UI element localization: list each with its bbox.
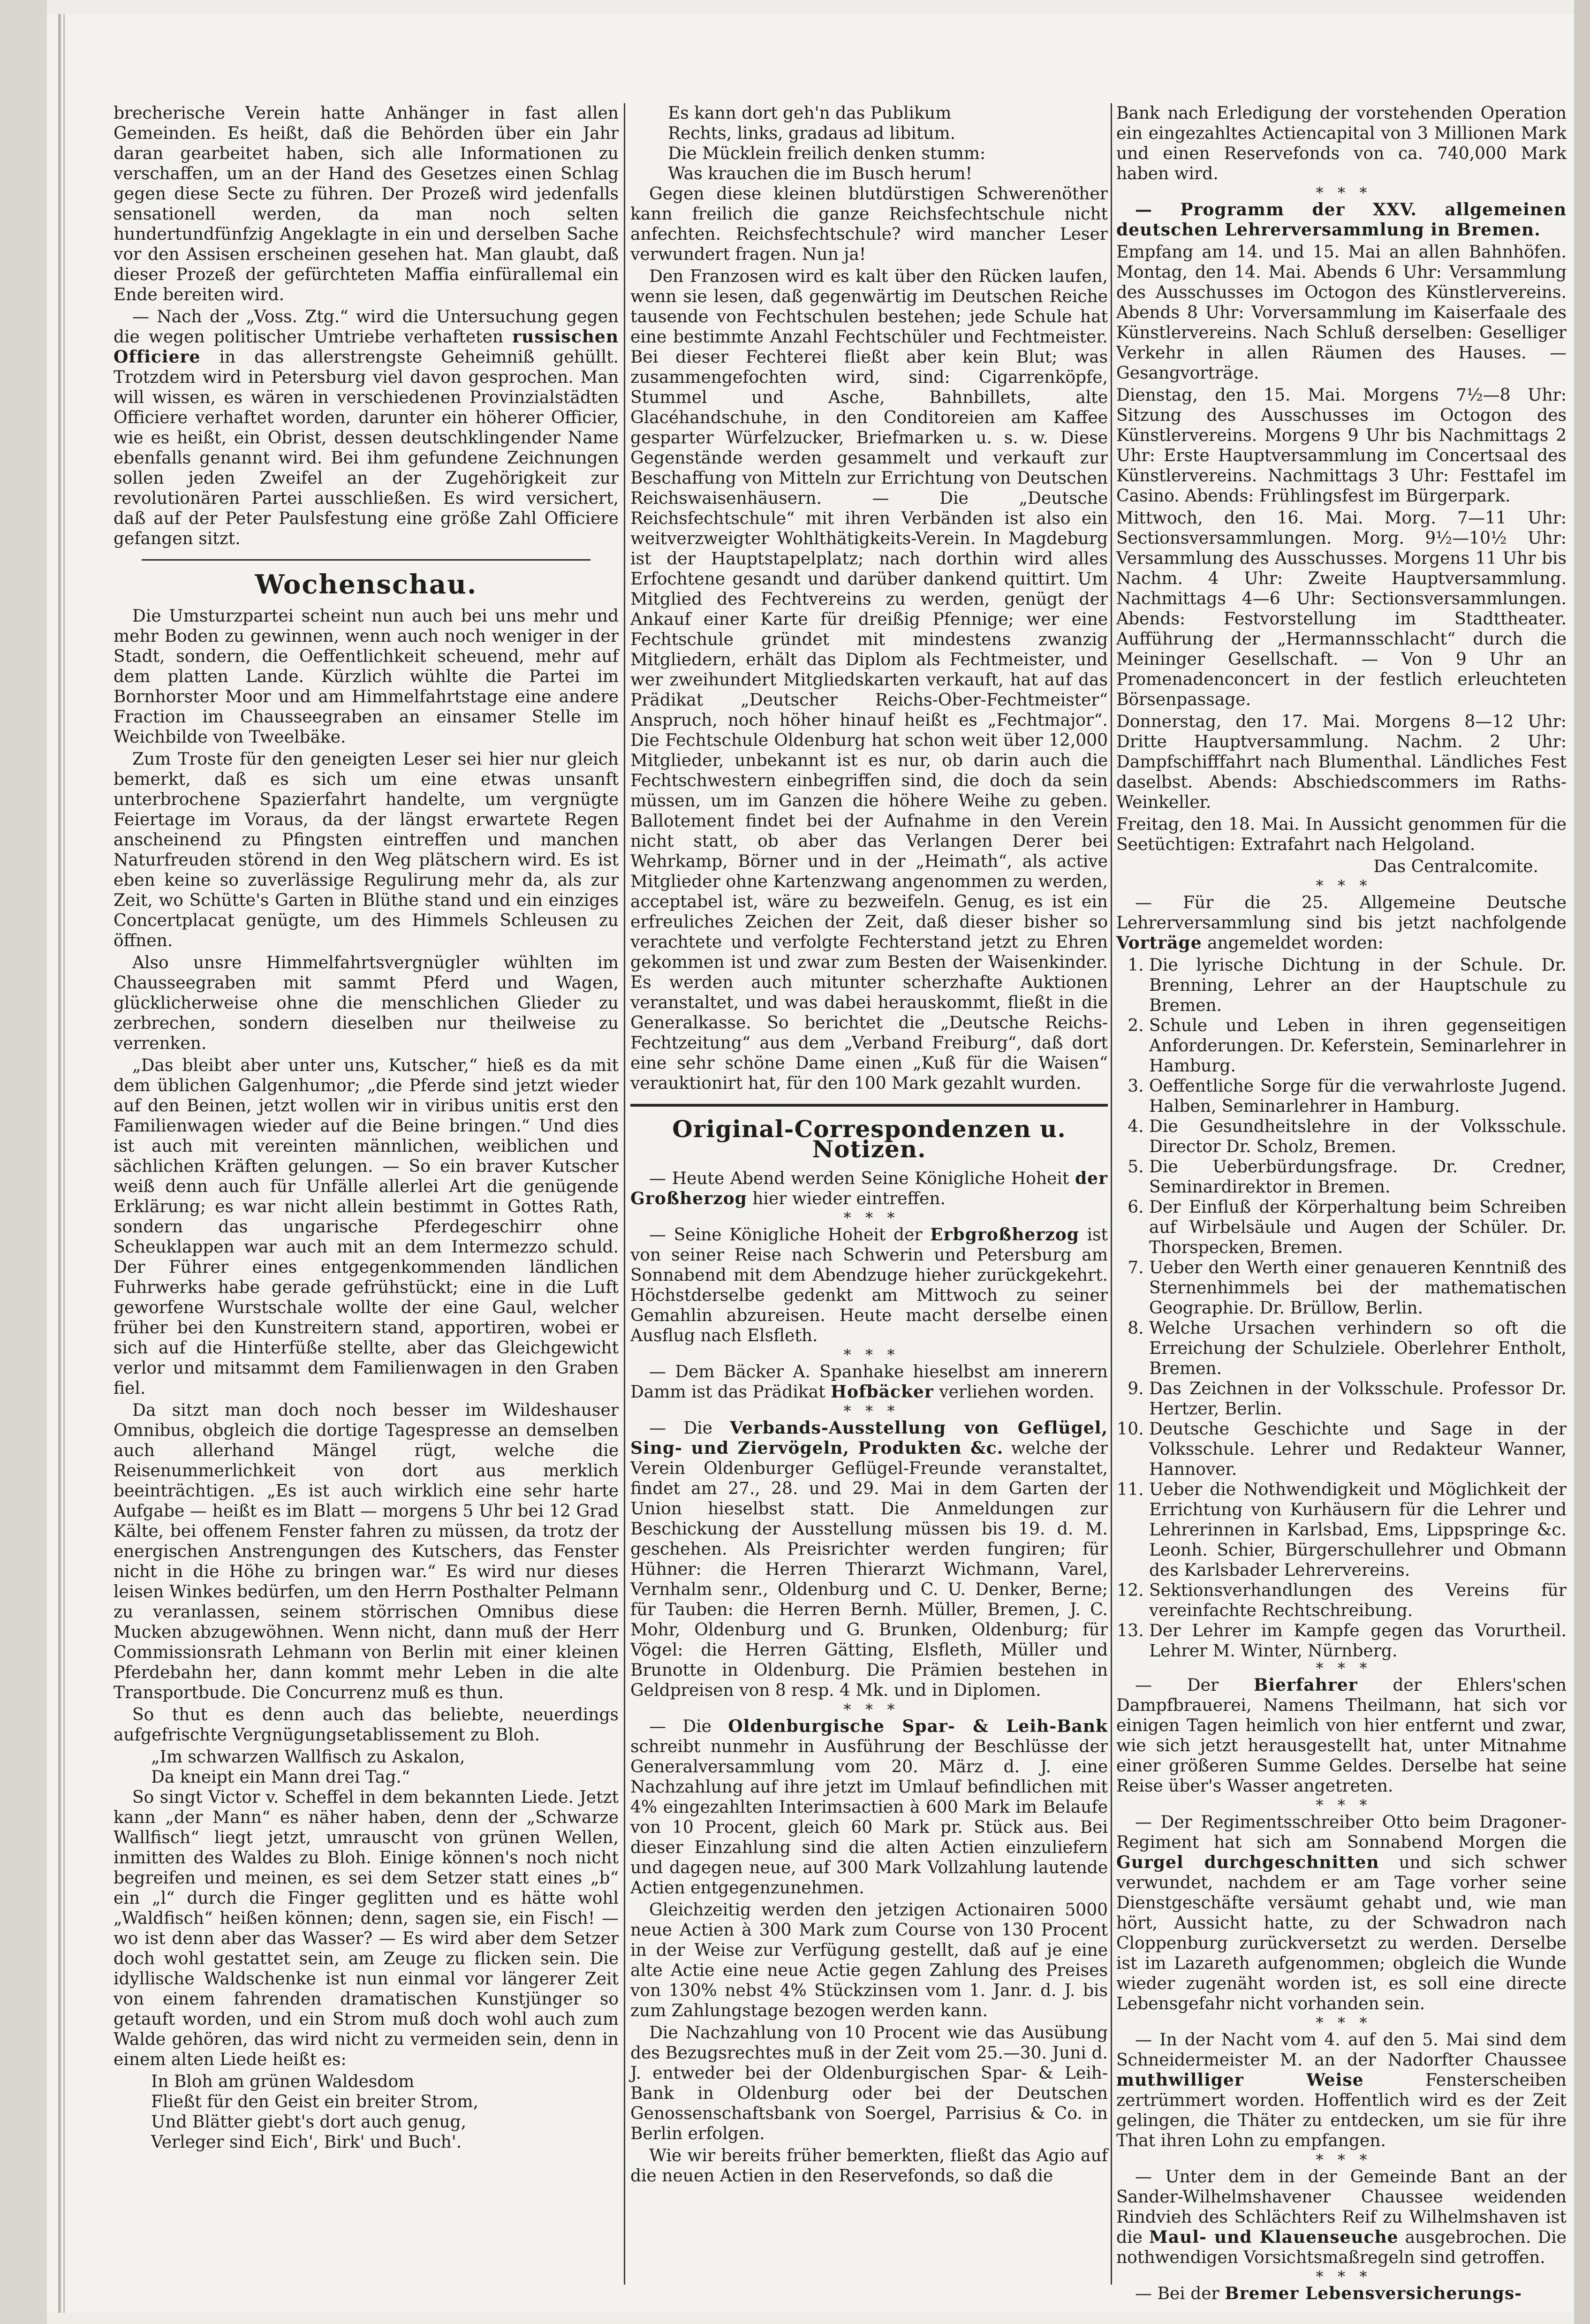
list-item: 9. Das Zeichnen in der Volksschule. Professor Dr. Hertzer, Berlin. (1149, 1379, 1567, 1419)
verse-line: Rechts, links, gradaus ad libitum. (668, 124, 956, 143)
separator-stars: * * * (1316, 2268, 1367, 2286)
paragraph: Also unsre Himmelfahrtsvergnügler wühlten im Chausseegraben mit sammt Pferd und Wagen, glücklicherweise ohne die menschlichen Glieder zu zerbrechen, sondern dieselben nur theilweise zu verrenken. (114, 953, 619, 1053)
text-run: angemeldet worden: (1207, 934, 1384, 953)
paragraph: Bank nach Erledigung der vorstehenden Operation ein eingezahltes Actiencapital von 3 Millionen Mark und einen Reservefonds von ca. 740,000 Mark haben wird. (1116, 104, 1567, 183)
column-3 (1116, 103, 1567, 2306)
paragraph (630, 1169, 1108, 1209)
emphasis: Hofbäcker (831, 1382, 934, 1402)
verse-line: Fließt für den Geist ein breiter Strom, (151, 2092, 478, 2111)
emphasis: russischen Officiere (114, 327, 619, 367)
emphasis: Erbgroßherzog (930, 1225, 1079, 1245)
emphasis: Vorträge (1116, 933, 1202, 953)
text-run: schreibt nunmehr in Ausführung der Beschlüsse der Generalversammlung vom 20. März d. J. eine Nachzahlung auf ihre jetzt im Umlauf befindlichen mit 4% eingezahlten Interimsactien à 600 Mark im Belaufe von 10 Procent, gleich 60 Mark pr. Stück aus. Bei dieser Einzahlung sind die alten Actien einzuliefern und dagegen neue, auf 300 Mark Vollzahlung lautende Actien entgegenzunehmen. (630, 1737, 1108, 1898)
separator-stars: * * * (1316, 184, 1367, 202)
text-run: in das allerstrengste Geheimniß gehüllt. Trotzdem wird in Petersburg viel davon gesprochen. Man will wissen, es wären in verschiedenen Provinzialstädten Officiere verhaftet worden, darunter ein höherer Officier, wie es heißt, ein Obrist, dessen deutschklingender Name ebenfalls genannt wird. Bei ihm gefundene Zeichnungen sollen jeden Zweifel an der Zugehörigkeit zur revolutionären Partei ausschließen. Es wird versichert, daß auf der Peter Paulsfestung eine größe Zahl Officiere gefangen sitzt. (114, 348, 619, 548)
program-item: Empfang am 14. und 15. Mai an allen Bahnhöfen. Montag, den 14. Mai. Abends 6 Uhr: Versammlung des Ausschusses im Octogon des Künstlervereins. Abends 8 Uhr: Vorversammlung im Kaiserfaale des Künstlervereins. Nach Schluß derselben: Geselliger Verkehr in allen Räumen des Hauses. — Gesangvorträge. (1116, 243, 1567, 383)
emphasis: muthwilliger Weise (1116, 2070, 1364, 2090)
paragraph: Die Umsturzpartei scheint nun auch bei uns mehr und mehr Boden zu gewinnen, wenn auch noch weniger in der Stadt, sondern, die Oeffentlichkeit scheuend, mehr auf dem platten Lande. Kürzlich wühlte die Partei im Bornhorster Moor und am Himmelfahrtstage eine andere Fraction im Chausseegraben an einsamer Stelle im Weichbilde von Tweelbäke. (114, 607, 619, 747)
text-run: — Die (649, 1419, 712, 1438)
text-run: ist von seiner Reise nach Schwerin und Petersburg am Sonnabend mit dem Abendzuge hieher zurückgekehrt. Höchstderselbe gedenkt am Mittwoch zu seiner Gemahlin abzureisen. Heute macht derselbe einen Ausflug nach Elsfleth. (630, 1225, 1108, 1345)
column-divider-1 (624, 103, 625, 2285)
paragraph (630, 1362, 1108, 1402)
separator-stars: * * * (843, 1346, 895, 1364)
column-divider-2 (1111, 103, 1112, 2285)
verse-line: „Im schwarzen Wallfisch zu Askalon, (151, 1747, 465, 1767)
paragraph (1116, 1675, 1567, 1796)
separator-stars: * * * (1316, 1659, 1367, 1677)
divider (630, 1104, 1108, 1107)
list-item: 3. Oeffentliche Sorge für die verwahrloste Jugend. Halben, Seminarlehrer in Hamburg. (1149, 1076, 1567, 1116)
paragraph (630, 1716, 1108, 1898)
paragraph: So thut es denn auch das beliebte, neuerdings aufgefrischte Vergnügungsetablissement zu Bloh. (114, 1705, 619, 1745)
list-item: 6. Der Einfluß der Körperhaltung beim Schreiben auf Wirbelsäule und Augen der Schüler. Dr. Thorspecken, Bremen. (1149, 1197, 1567, 1258)
paragraph: Zum Troste für den geneigten Leser sei hier nur gleich bemerkt, daß es sich um eine etwas unsanft unterbrochene Spazierfahrt handelte, um vergnügte Feiertage im Voraus, da der längst erwartete Regen anscheinend zu Pfingsten eintreffen und manchen Naturfreuden störend in den Weg plätschern wird. Es ist eben keine so zuverlässige Regulirung mehr da, als zur Zeit, wo Schütte's Garten in Blüthe stand und ein einziges Concertplacat genügte, um des Himmels Schleusen zu öffnen. (114, 750, 619, 950)
program-item: Dienstag, den 15. Mai. Morgens 7½—8 Uhr: Sitzung des Ausschusses im Octogon des Künstlervereins. Morgens 9 Uhr bis Nachmittags 2 Uhr: Erste Hauptversammlung im Concertsaal des Künstlervereins. Nachmittags 3 Uhr: Festtafel im Casino. Abends: Frühlingsfest im Bürgerpark. (1116, 386, 1567, 506)
text-run: — Seine Königliche Hoheit der (649, 1225, 923, 1245)
program-item: Donnerstag, den 17. Mai. Morgens 8—12 Uhr: Dritte Hauptversammlung. Nachm. 2 Uhr: Dampfschifffahrt nach Blumenthal. Ländliches Fest daselbst. Abends: Abschiedscommers im Raths-Weinkeller. (1116, 712, 1567, 812)
section-heading-notizen: Original-Correspondenzen u. Notizen. (672, 1115, 1066, 1163)
list-item: 11. Ueber die Nothwendigkeit und Möglichkeit der Errichtung von Kurhäusern für die Lehrer und Lehrerinnen in Karlsbad, Ems, Lippspringe &c. Leonh. Schier, Bürgerschullehrer und Obmann des Karlsbader Lehrervereins. (1149, 1480, 1567, 1580)
text-run: der Ehlers'schen Dampfbrauerei, Namens Theilmann, hat sich vor einigen Tagen heimlich von hier entfernt und zwar, wie sich jetzt herausgestellt hat, unter Mitnahme einer größeren Summe Geldes. Derselbe hat seine Reise über's Wasser angetreten. (1116, 1676, 1567, 1796)
paragraph (1116, 2030, 1567, 2151)
text-run: welche der Verein Oldenburger Geflügel-Freunde veranstaltet, findet am 27., 28. und 29. Mai in dem Garten der Union hieselbst statt. Die Anmeldungen zur Beschickung der Ausstellung müssen bis 19. d. M. geschehen. Als Preisrichter werden fungiren; für Hühner: die Herren Thierarzt Wichmann, Varel, Vernhalm senr., Oldenburg und C. U. Denker, Berne; für Tauben: die Herren Bernh. Müller, Bremen, J. C. Mohr, Oldenburg und G. Brunken, Oldenburg; für Vögel: die Herren Gätting, Elsfleth, Müller und Brunotte in Oldenburg. Die Prämien bestehen in Geldpreisen von 8 resp. 4 Mk. und in Diplomen. (630, 1439, 1108, 1700)
list-item: 8. Welche Ursachen verhindern so oft die Erreichung der Schulziele. Oberlehrer Entholt, Bremen. (1149, 1318, 1567, 1379)
list-item: 5. Die Ueberbürdungsfrage. Dr. Credner, Seminardirektor in Bremen. (1149, 1157, 1567, 1197)
signature: Das Centralcomite. (1373, 857, 1538, 876)
emphasis: Verbands-Ausstellung von Geflügel, Sing- und Ziervögeln, Produkten &c. (630, 1418, 1108, 1458)
paragraph: Da sitzt man doch noch besser im Wildeshauser Omnibus, obgleich die dortige Tagespresse an demselben auch allerhand Mängel rügt, welche die Reisenummerlichkeit von dort aus merklich beeinträchtigen. „Es ist auch wirklich eine sehr harte Aufgabe — heißt es im Blatt — morgens 5 Uhr bei 12 Grad Kälte, bei offenem Fenster fahren zu müssen, da trotz der energischen Anstrengungen des Kutschers, das Fenster nicht in die Höhe zu bringen war.“ Es wird nur dieses leisen Winkes bedürfen, um den Herrn Posthalter Pelmann zu veranlassen, seinem störrischen Omnibus diese Mucken abzugewöhnen. Wenn nicht, dann muß der Herr Commissionsrath Lehmann von Berlin mit einer kleinen Pferdebahn her, dann kommt mehr Leben in die alte Transportbude. Die Concurrenz muß es thun. (114, 1401, 619, 1702)
paragraph (1116, 2167, 1567, 2268)
emphasis: Maul- und Klauenseuche (1149, 2227, 1399, 2247)
paragraph (1116, 1812, 1567, 2014)
separator-stars: * * * (843, 1402, 895, 1420)
text-run: verliehen worden. (939, 1382, 1095, 1402)
paragraph (1116, 893, 1567, 953)
paragraph (114, 307, 619, 549)
gutter-shadow (58, 14, 61, 2313)
paragraph (1116, 2284, 1567, 2304)
text-run: — Nach der „Voss. Ztg.“ wird die Untersuchung gegen die wegen politischer Umtriebe verhafteten (114, 307, 619, 347)
list-item: 4. Die Gesundheitslehre in der Volksschule. Director Dr. Scholz, Bremen. (1149, 1116, 1567, 1157)
section-heading-wochenschau: Wochenschau. (255, 569, 477, 600)
list-item: 12. Sektionsverhandlungen des Vereins für vereinfachte Rechtschreibung. (1149, 1580, 1567, 1621)
text-run: — Der Regimentsschreiber Otto beim Dragoner-Regiment hat sich am Sonnabend Morgen die (1116, 1813, 1567, 1852)
paragraph: Gleichzeitig werden den jetzigen Actionairen 5000 neue Actien à 300 Mark zum Course von 130 Procent in der Weise zur Verfügung gestellt, daß auf je eine alte Actie eine neue Actie gegen Zahlung des Preises von 130% nebst 4% Stückzinsen vom 1. Janr. d. J. bis zum Zahlungstage bezogen werden kann. (630, 1900, 1108, 2020)
paragraph: brecherische Verein hatte Anhänger in fast allen Gemeinden. Es heißt, daß die Behörden über ein Jahr daran gearbeitet haben, sich alle Informationen zu verschaffen, um an der Hand des Gesetzes einen Schlag gegen diese Secte zu führen. Der Prozeß wird jedenfalls sensationell werden, da man noch selten hundertundfünfzig Angeklagte in ein und derselben Sache vor den Assisen erscheinen gesehen hat. Man glaubt, daß dieser Prozeß der gefürchteten Maffia einfürallemal ein Ende bereiten wird. (114, 104, 619, 304)
text-run: hier wieder eintreffen. (752, 1189, 946, 1208)
separator-stars: * * * (1316, 877, 1367, 895)
list-item: 1. Die lyrische Dichtung in der Schule. Dr. Brenning, Lehrer an der Hauptschule zu Bremen. (1149, 955, 1567, 1016)
verse-line: In Bloh am grünen Waldesdom (151, 2072, 415, 2091)
paragraph: Die Nachzahlung von 10 Procent wie das Ausübung des Bezugsrechtes muß in der Zeit vom 25.—30. Juni d. J. entweder bei der Oldenburgischen Spar- & Leih-Bank in Oldenburg oder bei der Deutschen Genossenschaftsbank von Soergel, Parrisius & Co. in Berlin erfolgen. (630, 2023, 1108, 2143)
separator-stars: * * * (843, 1701, 895, 1718)
verse-line: Es kann dort geh'n das Publikum (668, 104, 952, 123)
page-left-edge (0, 0, 47, 2324)
emphasis: der Großherzog (630, 1169, 1108, 1208)
divider (142, 559, 591, 561)
list-item: 13. Der Lehrer im Kampfe gegen das Vorurtheil. Lehrer M. Winter, Nürnberg. (1149, 1621, 1567, 1661)
page-right-edge (1574, 0, 1590, 2324)
paragraph (630, 1225, 1108, 1346)
paragraph: So singt Victor v. Scheffel in dem bekannten Liede. Jetzt kann „der Mann“ es näher haben, denn der „Schwarze Wallfisch“ liegt jetzt, umrauscht von grünen Wellen, inmitten des Waldes zu Bloh. Einige können's noch nicht begreifen und meinen, es sei dem Setzer statt eines „b“ ein „l“ durch die Finger geglitten und es hätte wohl „Waldfisch“ heißen können; denn, sagen sie, ein Fisch! — wo ist denn aber das Wasser? — Es wird aber dem Setzer doch wohl gestattet sein, am Zeuge zu flicken sein. Die idyllische Waldschenke ist nun einmal vor längerer Zeit von einem fahrenden dramatischen Kunstjünger so getauft worden, und ein Strom muß doch wohl auch zum Walde gehören, das wird nicht zu vermeiden sein, denn in einem alten Liede heißt es: (114, 1788, 619, 2069)
text-run: — Dem Bäcker A. Spanhake hieselbst am innerern Damm ist das Prädikat (630, 1362, 1108, 1402)
separator-stars: * * * (1316, 2014, 1367, 2032)
verse-line: Verleger sind Eich', Birk' und Buch'. (151, 2133, 462, 2152)
list-item: 7. Ueber den Werth einer genaueren Kenntniß des Sternenhimmels bei der mathematischen Geographie. Dr. Brüllow, Berlin. (1149, 1258, 1567, 1318)
verse-line: Und Blätter giebt's dort auch genug, (151, 2112, 467, 2132)
text-run: — Bei der (1135, 2284, 1219, 2303)
paragraph: Wie wir bereits früher bemerkten, fließt das Agio auf die neuen Actien in den Reservefonds, so daß die (630, 2146, 1108, 2186)
emphasis: Bremer Lebensversicherungs- (1225, 2284, 1522, 2303)
text-run: ausgebrochen. Die nothwendigen Vorsichtsmaßregeln sind getroffen. (1116, 2228, 1567, 2267)
paragraph: Gegen diese kleinen blutdürstigen Schwerenöther kann freilich die ganze Reichsfechtschule nicht anfechten. Reichsfechtschule? wird mancher Leser verwundert fragen. Nun ja! (630, 184, 1108, 264)
separator-stars: * * * (1316, 1796, 1367, 1814)
program-item: Freitag, den 18. Mai. In Aussicht genommen für die Seetüchtigen: Extrafahrt nach Helgoland. (1116, 815, 1567, 854)
verse-line: Die Mücklein freilich denken stumm: (668, 144, 986, 163)
text-run: — Der (1135, 1676, 1219, 1695)
paragraph: „Das bleibt aber unter uns, Kutscher,“ hieß es da mit dem üblichen Galgenhumor; „die Pferde sind jetzt wieder auf den Beinen, jetzt wollen wir in viribus unitis erst den Familienwagen wieder auf die Beine bringen.“ Und dies ist auch mit vereinten männlichen, weiblichen und sächlichen Kräften gelungen. — So ein braver Kutscher weiß denn auch für Unfälle allerlei Art die genügende Erklärung; es war nicht allein bestimmt in Gottes Rath, sondern das ungarische Pferdegeschirr ohne Scheuklappen war auch mit an dem Intermezzo schuld. Der Führer eines entgegenkommenden ländlichen Fuhrwerks habe gerade gefrühstückt; eine in die Luft geworfene Wurstschale wollte der eine Gaul, welcher früher bei den Kunstreitern stand, apportiren, wobei er sich auf die Hinterfüße stellte, aber das Gleichgewicht verlor und mitsammt dem Familienwagen in den Graben fiel. (114, 1056, 619, 1398)
emphasis: Bierfahrer (1253, 1675, 1358, 1695)
separator-stars: * * * (843, 1209, 895, 1227)
list-item: 10. Deutsche Geschichte und Sage in der Volksschule. Lehrer und Redakteur Wanner, Hannover. (1149, 1419, 1567, 1480)
column-2 (630, 103, 1108, 2188)
gutter-line (63, 14, 65, 2313)
emphasis: Oldenburgische Spar- & Leih-Bank (728, 1716, 1108, 1736)
text-run: — Für die 25. Allgemeine Deutsche Lehrerversammlung sind bis jetzt nachfolgende (1116, 893, 1567, 933)
verse-line: Da kneipt ein Mann drei Tag.“ (151, 1768, 410, 1787)
separator-stars: * * * (1316, 2151, 1367, 2169)
text-run: — Unter dem in der Gemeinde Bant an der Sander-Wilhelmshavener Chaussee weidenden Rindvieh des Schlächters Reif zu Wilhelmshaven ist die (1116, 2167, 1567, 2247)
paragraph (630, 1418, 1108, 1701)
paragraph: Den Franzosen wird es kalt über den Rücken laufen, wenn sie lesen, daß gegenwärtig im Deutschen Reiche tausende von Fechtschulen bestehen; jede Schule hat eine bestimmte Anzahl Fechtschüler und Fechtmeister. Bei dieser Fechterei fließt aber kein Blut; was zusammengefochten wird, sind: Cigarrenköpfe, Stummel und Asche, Bahnbillets, alte Glacéhandschuhe, in den Conditoreien am Kaffee gesparter Würfelzucker, Briefmarken u. s. w. Diese Gegenstände werden gesammelt und verkauft zur Beschaffung von Mitteln zur Errichtung von Deutschen Reichswaisenhäusern. — Die „Deutsche Reichsfechtschule“ mit ihren Verbänden ist also ein weitverzweigter Wohlthätigkeits-Verein. In Magdeburg ist der Hauptstapelplatz; nach dorthin wird alles Erfochtene gesandt und darüber dankend quittirt. Um Mitglied des Fechtvereins zu werden, genügt der Ankauf einer Karte für dreißig Pfennige; wer eine Fechtschule gründet mit mindestens zwanzig Mitgliedern, erhält das Diplom als Fechtmeister, und wer zweihundert Mitgliedskarten verkauft, hat auf das Prädikat „Deutscher Reichs-Ober-Fechtmeister“ Anspruch, noch höher hinauf heißt es „Fechtmajor“. Die Fechtschule Oldenburg hat schon weit über 12,000 Mitglieder, unbekannt ist es nur, ob darin auch die Fechtschwestern einbegriffen sind, die doch da sein müssen, um im Ganzen die höhere Weihe zu geben. Ballotement findet bei der Aufnahme in den Verein nicht statt, ob aber das Verlangen Derer bei Wehrkamp, Börner und in der „Heimath“, als active Mitglieder ohne Kartenzwang angenommen zu werden, acceptabel ist, wäre zu bezweifeln. Genug, es ist ein erfreuliches Zeichen der Zeit, daß dieser bisher so verachtete und verfolgte Fechterstand jetzt zu Ehren gekommen ist und zwar zum Besten der Waisenkinder. Es werden auch mitunter scherzhafte Auktionen veranstaltet, und was dabei herauskommt, fließt in die Generalkasse. So berichtet die „Deutsche Reichs-Fechtzeitung“ aus dem „Verband Freiburg“, daß dort eine sehr schöne Dame einen „Kuß für die Waisen“ verauktionirt hat, für den 100 Mark gezahlt wurden. (630, 267, 1108, 1093)
list-item: 2. Schule und Leben in ihren gegenseitigen Anforderungen. Dr. Keferstein, Seminarlehrer in Hamburg. (1149, 1016, 1567, 1076)
lecture-list (1116, 955, 1567, 1661)
text-run: — Heute Abend werden Seine Königliche Hoheit (649, 1169, 1069, 1188)
text-run: — In der Nacht vom 4. auf den 5. Mai sind dem Schneidermeister M. an der Nadorfter Chaussee (1116, 2030, 1567, 2070)
text-run: — Die (649, 1717, 712, 1736)
program-item: Mittwoch, den 16. Mai. Morg. 7—11 Uhr: Sectionsversammlungen. Morg. 9½—10½ Uhr: Versammlung des Ausschusses. Morgens 11 Uhr bis Nachm. 4 Uhr: Zweite Hauptversammlung. Nachmittags 4—6 Uhr: Sectionsversammlungen. Abends: Festvorstellung im Stadttheater. Aufführung der „Hermannsschlacht“ durch die Meininger Gesellschaft. — Von 9 Uhr an Promenadenconcert in der festlich erleuchteten Börsenpassage. (1116, 509, 1567, 709)
text-run: und sich schwer verwundet, nachdem er am Tage vorher seine Dienstgeschäfte versäumt gehabt und, wie man hört, Aussicht hatte, zu der Schwadron nach Cloppenburg zurückversetzt zu werden. Derselbe ist im Lazareth aufgenommen; obgleich die Wunde wieder zugenäht worden ist, es soll eine directe Lebensgefahr nicht vorhanden sein. (1116, 1853, 1567, 2013)
text-run: Fensterscheiben zertrümmert worden. Hoffentlich wird es der Zeit gelingen, die Thäter zu entdecken, um sie für ihre That ihren Lohn zu empfangen. (1116, 2071, 1567, 2150)
column-1 (114, 103, 619, 2152)
emphasis: Gurgel durchgeschnitten (1116, 1853, 1379, 1872)
verse-line: Was krauchen die im Busch herum! (668, 164, 973, 183)
program-heading: — Programm der XXV. allgemeinen deutschen Lehrerversammlung in Bremen. (1116, 200, 1567, 240)
